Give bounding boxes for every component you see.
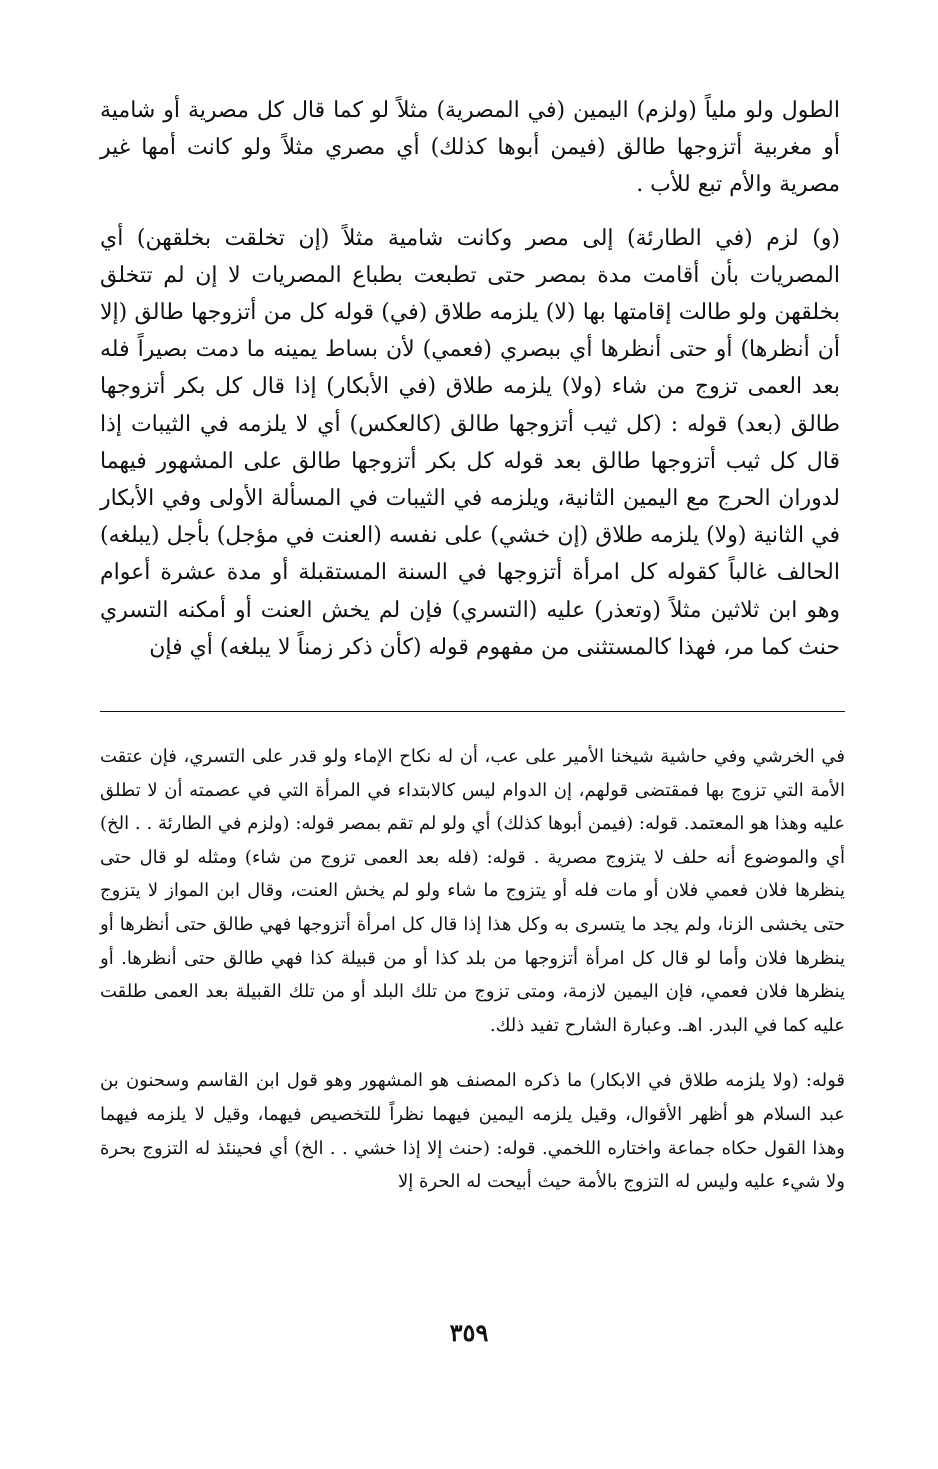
footnotes-block xyxy=(100,740,845,1199)
page-number: ٣٥٩ xyxy=(449,1318,489,1347)
footnote-paragraph: قوله: (ولا يلزمه طلاق في الابكار) ما ذكره المصنف هو المشهور وهو قول ابن القاسم وسحنون بن عبد السلام هو أظهر الأقوال، وقيل يلزمه اليمين فيهما نظراً للتخصيص فيهما، وقيل لا يلزمه فيهما وهذا القول حكاه جماعة واختاره اللخمي. قوله: (حنث إلا إذا خشي . . الخ) أي فحينئذ له التزوج بحرة ولا شيء عليه وليس له التزوج بالأمة حيث أبيحت له الحرة إلا xyxy=(100,1070,845,1193)
main-text-block xyxy=(100,92,840,666)
main-paragraph: الطول ولو ملياً (ولزم) اليمين (في المصرية) مثلاً لو كما قال كل مصرية أو شامية أو مغربية أتزوجها طالق (فيمن أبوها كذلك) أي مصري مثلاً ولو كانت أمها غير مصرية والأم تبع للأب . xyxy=(100,98,840,198)
footnote-divider xyxy=(100,711,845,712)
footnote-paragraph: في الخرشي وفي حاشية شيخنا الأمير على عب، أن له نكاح الإماء ولو قدر على التسري، فإن عتقت الأمة التي تزوج بها فمقتضى قولهم، إن الدوام ليس كالابتداء في المرأة التي في عصمته أن لا تطلق عليه وهذا هو المعتمد. قوله: (فيمن أبوها كذلك) أي ولو لم تقم بمصر قوله: (ولزم في الطارئة . . الخ) أي والموضوع أنه حلف لا يتزوج مصرية . قوله: (فله بعد العمى تزوج من شاء) ومثله لو قال حتى ينظرها فلان فعمي فلان أو مات فله أو يتزوج ما شاء ولو لم يخش العنت، وقال ابن المواز لا يتزوج حتى يخشى الزنا، ولم يجد ما يتسرى به وكل هذا إذا قال كل امرأة أتزوجها فهي طالق حتى أنظرها أو ينظرها فلان وأما لو قال كل امرأة أتزوجها من بلد كذا أو من قبيلة كذا فهي طالق حتى أنظرها. أو ينظرها فلان فعمي، فإن اليمين لازمة، ومتى تزوج من تلك البلد أو من تلك القبيلة بعد العمى طلقت عليه كما في البدر. اهـ. وعبارة الشارح تفيد ذلك. xyxy=(100,746,845,1036)
main-paragraph: (و) لزم (في الطارئة) إلى مصر وكانت شامية مثلاً (إن تخلقت بخلقهن) أي المصريات بأن أقامت مدة بمصر حتى تطبعت بطباع المصريات لا إن لم تتخلق بخلقهن ولو طالت إقامتها بها (لا) يلزمه طلاق (في) قوله كل من أتزوجها طالق (إلا أن أنظرها) أو حتى أنظرها أي ببصري (فعمي) لأن بساط يمينه ما دمت بصيراً فله بعد العمى تزوج من شاء (ولا) يلزمه طلاق (في الأبكار) إذا قال كل بكر أتزوجها طالق (بعد) قوله : (كل ثيب أتزوجها طالق (كالعكس) أي لا يلزمه في الثيبات إذا قال كل ثيب أتزوجها طالق بعد قوله كل بكر أتزوجها طالق على المشهور فيهما لدوران الحرج مع اليمين الثانية، ويلزمه في الثيبات في المسألة الأولى وفي الأبكار في الثانية (ولا) يلزمه طلاق (إن خشي) على نفسه (العنت في مؤجل) بأجل (يبلغه) الحالف غالباً كقوله كل امرأة أتزوجها في السنة المستقبلة أو مدة عشرة أعوام وهو ابن ثلاثين مثلاً (وتعذر) عليه (التسري) فإن لم يخش العنت أو أمكنه التسري حنث كما مر، فهذا كالمستثنى من مفهوم قوله (كأن ذكر زمناً لا يبلغه) أي فإن xyxy=(100,225,841,660)
